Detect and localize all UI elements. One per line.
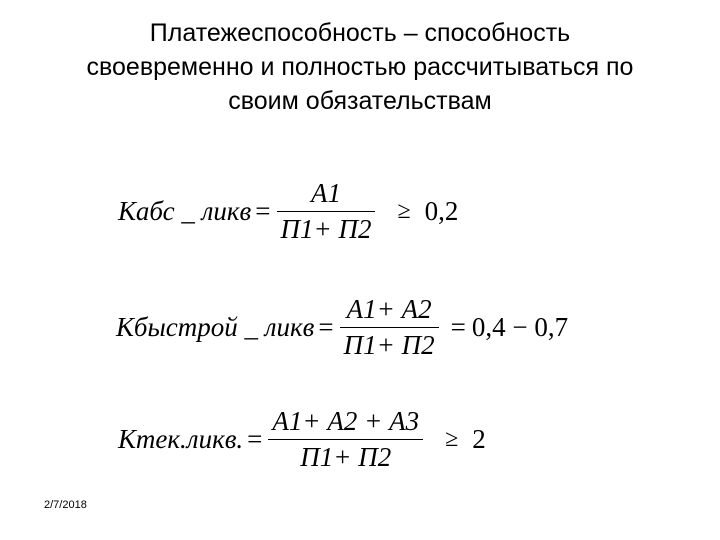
threshold-value: 2 <box>472 424 486 454</box>
formula-quick-liquidity <box>116 294 568 361</box>
formula-absolute-liquidity <box>118 178 458 245</box>
formula-lhs: Кабс _ ликв <box>118 196 252 226</box>
fraction-numerator: А1+ А2 + А3 <box>272 406 420 436</box>
equals-sign: = <box>255 196 271 226</box>
formula-current-liquidity <box>118 406 486 473</box>
title-line-3: своим обязательствам <box>228 87 492 115</box>
fraction <box>268 406 423 473</box>
fraction <box>277 178 376 245</box>
threshold-value: 0,2 <box>424 196 459 226</box>
relation-sign: = <box>450 312 466 342</box>
formula-lhs: Ктек.ликв. <box>118 424 244 454</box>
equals-sign: = <box>318 312 334 342</box>
fraction-denominator: П1+ П2 <box>300 442 392 472</box>
fraction <box>340 294 439 361</box>
fraction-numerator: А1+ А2 <box>346 294 432 324</box>
slide-date: 2/7/2018 <box>44 499 87 511</box>
slide-title <box>20 16 700 118</box>
fraction-denominator: П1+ П2 <box>343 330 435 360</box>
relation-sign: ≥ <box>397 198 411 224</box>
title-line-1: Платежеспособность – способность <box>149 19 571 47</box>
relation-sign: ≥ <box>445 426 459 452</box>
title-line-2: своевременно и полностью рассчитываться по <box>86 53 634 81</box>
formula-lhs: Кбыстрой _ ликв <box>116 312 315 342</box>
threshold-value: 0,4 − 0,7 <box>471 312 569 342</box>
fraction-denominator: П1+ П2 <box>280 214 372 244</box>
fraction-numerator: А1 <box>310 178 341 208</box>
equals-sign: = <box>247 424 263 454</box>
